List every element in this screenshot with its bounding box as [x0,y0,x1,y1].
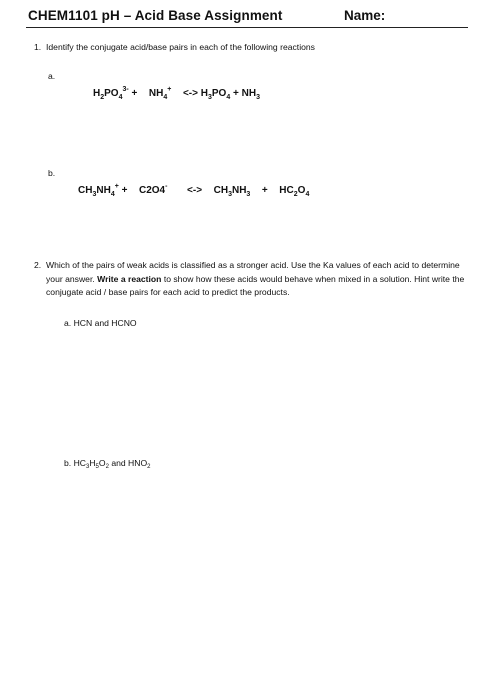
equation-1a-arrow: <-> [182,88,198,99]
name-label: Name: [344,8,386,23]
question-1b-label: b. [48,168,56,178]
question-2b [64,458,151,468]
question-2-number: 2. [34,260,42,270]
question-2-prompt: Which of the pairs of weak acids is classified as a stronger acid. Use the Ka values of each acid to determine your answer. Write a reaction to show how these acids would behave when mixed in a solution. Hint write the conjugate acid / base pairs for each acid to predict the products. [46,260,465,297]
equation-1b [78,185,309,196]
question-1a-label: a. [48,71,56,81]
question-2-emphasis: Write a reaction [97,273,162,284]
equation-1a-reactant-1: $H_2PO_4^{3-}$ [93,86,129,101]
question-2b-and: and [111,458,126,468]
question-2b-formula-2: $HNO_2$ [128,458,151,470]
question-1-prompt: Identify the conjugate acid/base pairs in each of the following reactions [46,42,315,52]
equation-1b-arrow: <-> [187,185,203,196]
equation-1a-plus-1: + [131,88,138,99]
question-2b-label: b. [64,458,72,468]
equation-1a-product-2: $NH_3$ [241,88,260,101]
equation-1b-product-1: $CH_3NH_3$ [213,185,251,198]
equation-1a-plus-2: + [233,88,239,99]
question-2b-formula-1: $HC_3H_5O_2$ [73,458,109,470]
equation-1a-reactant-2: $NH_4^+$ [148,86,172,101]
page-title: CHEM1101 pH – Acid Base Assignment [28,8,283,23]
question-2a-text: HCN and HCNO [73,318,137,328]
equation-1b-reactant-1: $CH_3NH_4^+$ [78,183,119,198]
equation-1a-product-1: $H_3PO_4$ [200,88,231,101]
equation-1b-plus-1: + [121,185,128,196]
equation-1b-plus-2: + [261,185,268,196]
question-2a [64,318,137,328]
equation-1a [93,88,260,99]
equation-1b-reactant-2: C2O4- [139,183,168,196]
question-2a-label: a. [64,318,72,328]
question-1-number: 1. [34,42,42,52]
equation-1b-product-2: $HC_2O_4$ [279,185,310,198]
page-header [26,8,468,28]
